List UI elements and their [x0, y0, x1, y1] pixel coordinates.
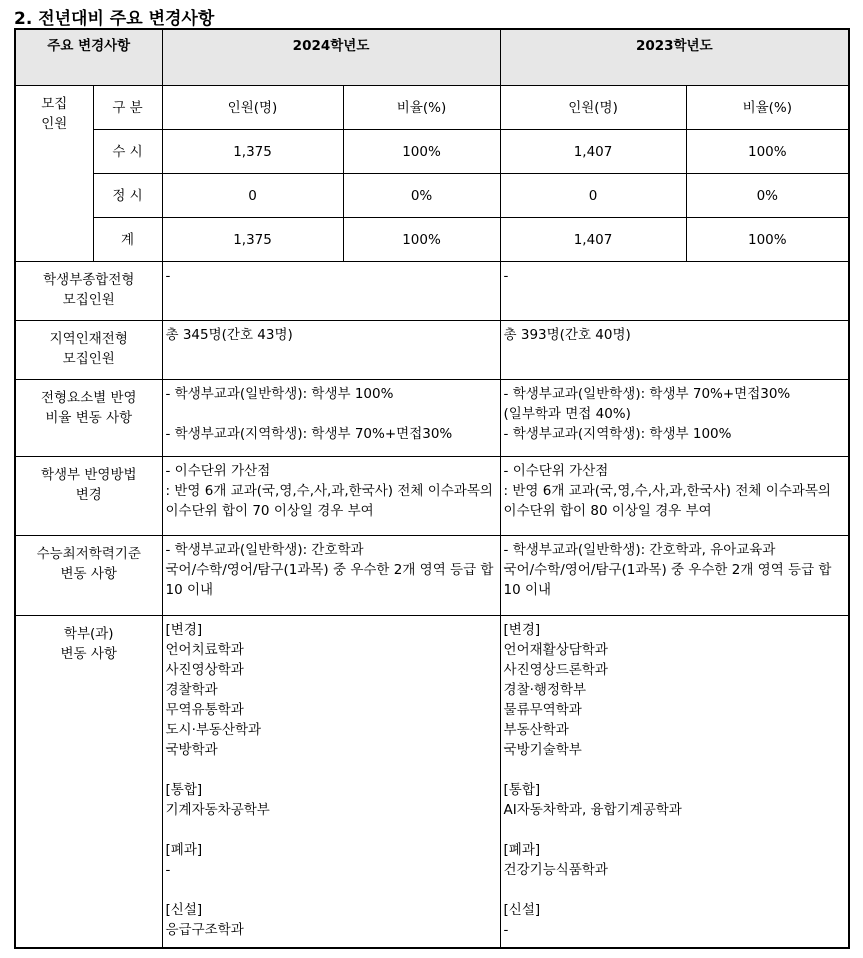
row-label: 지역인재전형 모집인원 [15, 321, 162, 380]
cell-2024: - 이수단위 가산점 : 반영 6개 교과(국,영,수,사,과,한국사) 전체 이수과목의 이수단위 합이 70 이상일 경우 부여 [162, 457, 500, 536]
table-row [15, 616, 849, 948]
table-row [15, 86, 849, 130]
cell-2023: - 학생부교과(일반학생): 학생부 70%+면접30% (일부학과 면접 40%) - 학생부교과(지역학생): 학생부 100% [500, 380, 849, 457]
cell: 100% [343, 130, 500, 174]
changes-table [14, 28, 850, 949]
header-2024: 2024학년도 [162, 29, 500, 86]
cell: 인원(명) [500, 86, 686, 130]
cell: 0 [162, 174, 343, 218]
cell: 1,407 [500, 218, 686, 262]
cell: 0 [500, 174, 686, 218]
cell: 100% [686, 130, 849, 174]
cell: 1,407 [500, 130, 686, 174]
cell-2024: [변경] 언어치료학과 사진영상학과 경찰학과 무역유통학과 도시·부동산학과 국방학과 [통합] 기계자동차공학부 [폐과] - [신설] 응급구조학과 [162, 616, 500, 948]
table-row [15, 262, 849, 321]
header-2023: 2023학년도 [500, 29, 849, 86]
cell-2023: - [500, 262, 849, 321]
row-label: 학생부종합전형 모집인원 [15, 262, 162, 321]
section-title: 2. 전년대비 주요 변경사항 [14, 9, 215, 29]
cell-2024: - [162, 262, 500, 321]
table-row [15, 457, 849, 536]
table-row [15, 380, 849, 457]
cell: 비율(%) [343, 86, 500, 130]
row-key: 계 [93, 218, 162, 262]
cell: 인원(명) [162, 86, 343, 130]
header-changes: 주요 변경사항 [15, 29, 162, 86]
row-label: 학부(과) 변동 사항 [15, 616, 162, 948]
cell-2023: - 학생부교과(일반학생): 간호학과, 유아교육과 국어/수학/영어/탐구(1과목) 중 우수한 2개 영역 등급 합 10 이내 [500, 536, 849, 616]
table-row [15, 536, 849, 616]
table-row [15, 130, 849, 174]
cell-2023: [변경] 언어재활상담학과 사진영상드론학과 경찰·행정학부 물류무역학과 부동산학과 국방기술학부 [통합] AI자동차학과, 융합기계공학과 [폐과] 건강기능식품학과 [신설] - [500, 616, 849, 948]
cell: 0% [343, 174, 500, 218]
table-header-row [15, 29, 849, 86]
table-row [15, 174, 849, 218]
cell: 0% [686, 174, 849, 218]
row-key: 수 시 [93, 130, 162, 174]
cell: 비율(%) [686, 86, 849, 130]
cell-2024: - 학생부교과(일반학생): 간호학과 국어/수학/영어/탐구(1과목) 중 우수한 2개 영역 등급 합 10 이내 [162, 536, 500, 616]
cell-2024: 총 345명(간호 43명) [162, 321, 500, 380]
cell-2023: 총 393명(간호 40명) [500, 321, 849, 380]
cell: 1,375 [162, 218, 343, 262]
row-label: 수능최저학력기준 변동 사항 [15, 536, 162, 616]
table-row [15, 321, 849, 380]
cell: 100% [686, 218, 849, 262]
recruit-label: 모집 인원 [15, 86, 93, 262]
row-key: 정 시 [93, 174, 162, 218]
row-key: 구 분 [93, 86, 162, 130]
row-label: 학생부 반영방법 변경 [15, 457, 162, 536]
cell: 100% [343, 218, 500, 262]
cell-2024: - 학생부교과(일반학생): 학생부 100% - 학생부교과(지역학생): 학생부 70%+면접30% [162, 380, 500, 457]
row-label: 전형요소별 반영 비율 변동 사항 [15, 380, 162, 457]
cell: 1,375 [162, 130, 343, 174]
table-row [15, 218, 849, 262]
cell-2023: - 이수단위 가산점 : 반영 6개 교과(국,영,수,사,과,한국사) 전체 이수과목의 이수단위 합이 80 이상일 경우 부여 [500, 457, 849, 536]
